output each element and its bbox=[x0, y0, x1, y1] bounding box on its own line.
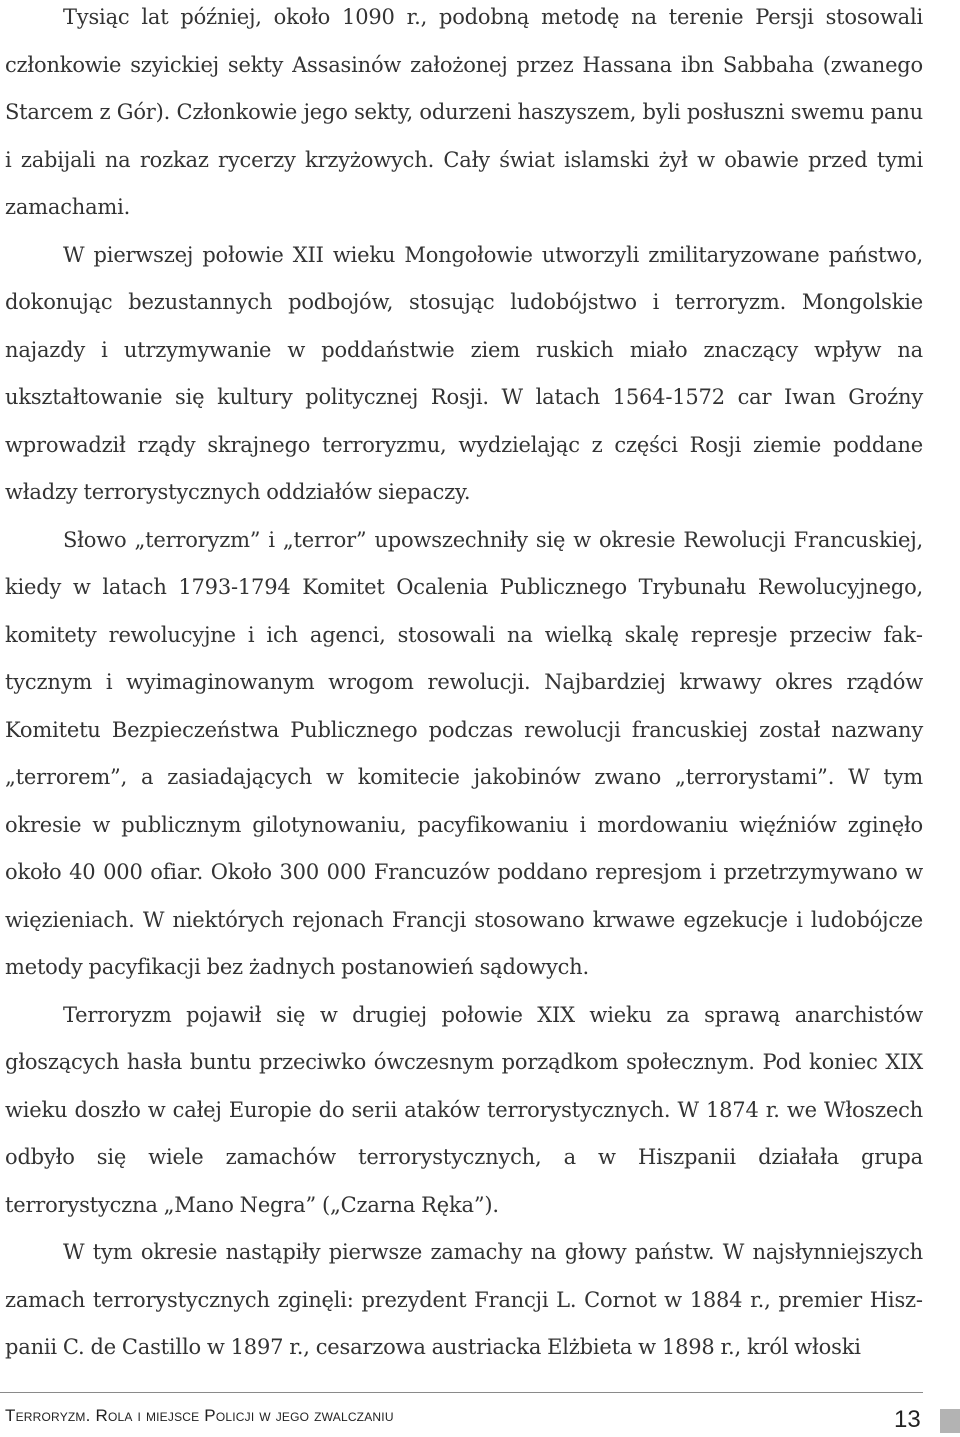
paragraph-anarchists: Terroryzm pojawił się w drugiej połowie XIX wieku za sprawą anarchistów głoszących hasła buntu przeciwko ówczesnym porządkom społecznym. Pod koniec XIX wieku doszło w całej Europie do serii ataków terrorystycznych. W 1874 r. we Włoszech odbyło się wiele zamachów terrorystycznych, a w Hiszpanii działała grupa terrorystyczna „Mano Negra” („Czarna Ręka”). bbox=[5, 1002, 923, 1217]
paragraph-french-revolution: Słowo „terroryzm” i „terror” upowszechniły się w okresie Rewolucji Francuskiej, kiedy w latach 1793-1794 Komitet Ocalenia Publicznego Trybunału Rewolucyjnego, komitety rewolucyjne i ich agenci, stosowali na wielką skalę represje przeciw faktycznym i wyimaginowanym wrogom rewolucji. Najbardziej krwawy okres rządów Komitetu Bezpieczeństwa Publicznego podczas rewolucji francuskiej został nazwany „terrorem”, a zasiadających w komitecie jakobinów zwano „terrorystami”. W tym okresie w publicznym gilotynowaniu, pacyfikowaniu i mordowaniu więźniów zginęło około 40 000 ofiar. Około 300 000 Francuzów poddano represjom i przetrzymywano w więzieniach. W niektórych rejonach Francji stosowano krwawe egzekucje i ludobójcze metody pacyfikacji bez żadnych postanowień sądowych. bbox=[5, 527, 923, 979]
paragraph-mongols: W pierwszej połowie XII wieku Mongołowie utworzyli zmilitaryzowane państwo, dokonując bezustannych podbojów, stosując ludobójstwo i terroryzm. Mongolskie najazdy i utrzymywanie w poddaństwie ziem ruskich miało znaczący wpływ na ukształtowanie się kultury politycznej Rosji. W latach 1564-1572 car Iwan Groźny wprowadził rządy skrajnego terroryzmu, wydzielając z części Rosji ziemie poddane władzy terrorystycznych oddziałów siepaczy. bbox=[5, 242, 923, 504]
page-number: 13 bbox=[894, 1406, 921, 1433]
page-marker-block bbox=[940, 1409, 960, 1433]
running-footer-title: Terroryzm. Rola i miejsce Policji w jego zwalczaniu bbox=[5, 1406, 394, 1425]
footer-rule bbox=[0, 1392, 923, 1393]
page-body bbox=[5, 0, 923, 1372]
paragraph-assassins: Tysiąc lat później, około 1090 r., podobną metodę na terenie Persji stosowali członkowie szyickiej sekty Assasinów założonej przez Hassana ibn Sabbaha (zwanego Starcem z Gór). Członkowie jego sekty, odurzeni haszyszem, byli posłuszni swemu panu i zabijali na rozkaz rycerzy krzyżowych. Cały świat islamski żył w obawie przed tymi zamachami. bbox=[5, 5, 923, 219]
paragraph-assassinations: W tym okresie nastąpiły pierwsze zamachy na głowy państw. W najsłynniejszych zamach terrorystycznych zginęli: prezydent Francji L. Cornot w 1884 r., premier Hiszpanii C. de Castillo w 1897 r., cesarzowa austriacka Elżbieta w 1898 r., król włoski bbox=[5, 1240, 923, 1359]
